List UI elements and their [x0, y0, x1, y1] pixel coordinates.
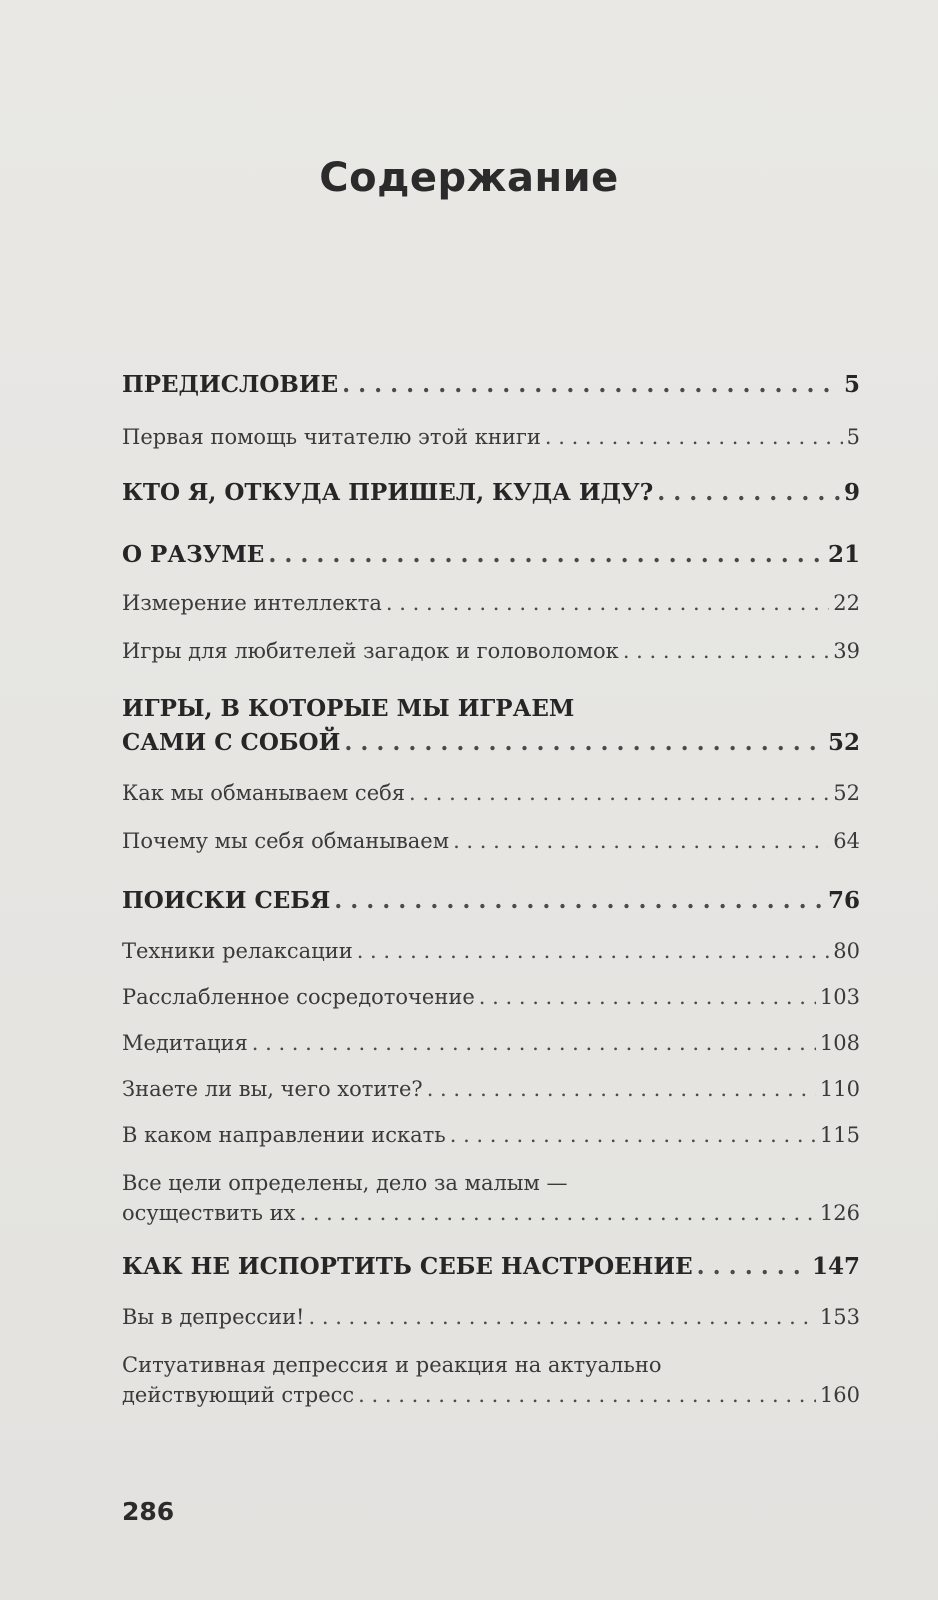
toc-entry-title: Измерение интеллекта: [122, 591, 382, 615]
dot-leader: [409, 778, 829, 808]
table-of-contents: [122, 352, 860, 1410]
toc-section: [122, 1350, 860, 1410]
toc-section: [122, 422, 860, 452]
toc-section: [122, 936, 860, 966]
toc-page-number: 103: [819, 985, 860, 1009]
toc-page-number: 126: [819, 1201, 860, 1225]
toc-section: [122, 636, 860, 666]
toc-page-number: 115: [819, 1123, 860, 1147]
toc-section: [122, 1168, 860, 1228]
toc-entry-title: Медитация: [122, 1031, 248, 1055]
toc-page-number: 64: [833, 829, 860, 853]
toc-page-number: 52: [827, 729, 860, 756]
page-number: 286: [122, 1497, 175, 1526]
toc-section: [122, 588, 860, 618]
toc-page-number: 80: [833, 939, 860, 963]
toc-section: [122, 1302, 860, 1332]
dot-leader: [344, 726, 824, 760]
toc-entry-first-line: Все цели определены, дело за малым —: [122, 1171, 568, 1195]
toc-page-number: 5: [846, 425, 860, 449]
dot-leader: [299, 1198, 815, 1228]
toc-page-number: 39: [833, 639, 860, 663]
dot-leader: [252, 1028, 816, 1058]
dot-leader: [386, 588, 829, 618]
toc-entry-title: Знаете ли вы, чего хотите?: [122, 1077, 423, 1101]
toc-chapter: [122, 884, 860, 918]
dot-leader: [545, 422, 843, 452]
toc-chapter: [122, 1250, 860, 1284]
page-title: Содержание: [319, 155, 619, 201]
toc-entry-title: О РАЗУМЕ: [122, 541, 265, 568]
toc-chapter: [122, 476, 860, 510]
dot-leader: [623, 636, 829, 666]
toc-entry-title: действующий стресс: [122, 1383, 355, 1407]
dot-leader: [453, 826, 829, 856]
dot-leader: [309, 1302, 816, 1332]
toc-page-number: 21: [827, 541, 860, 568]
toc-section: [122, 778, 860, 808]
dot-leader: [450, 1120, 816, 1150]
toc-page-number: 22: [833, 591, 860, 615]
toc-entry-title: осуществить их: [122, 1201, 296, 1225]
toc-chapter: [122, 538, 860, 572]
dot-leader: [479, 982, 816, 1012]
toc-page-number: 108: [819, 1031, 860, 1055]
toc-entry-title: Как мы обманываем себя: [122, 781, 406, 805]
dot-leader: [342, 368, 840, 402]
toc-section: [122, 1120, 860, 1150]
toc-chapter: [122, 368, 860, 402]
dot-leader: [427, 1074, 816, 1104]
toc-page-number: 110: [819, 1077, 860, 1101]
dot-leader: [358, 1380, 816, 1410]
toc-section: [122, 1074, 860, 1104]
toc-entry-title: Почему мы себя обманываем: [122, 829, 450, 853]
toc-section: [122, 982, 860, 1012]
toc-entry-title: Игры для любителей загадок и головоломок: [122, 639, 619, 663]
toc-page-number: 147: [811, 1253, 860, 1280]
toc-page-number: 9: [843, 479, 860, 506]
toc-page-number: 160: [819, 1383, 860, 1407]
toc-entry-title: Техники релаксации: [122, 939, 353, 963]
toc-page-number: 153: [819, 1305, 860, 1329]
dot-leader: [697, 1250, 808, 1284]
toc-section: [122, 1028, 860, 1058]
toc-section: [122, 826, 860, 856]
toc-entry-first-line: Ситуативная депрессия и реакция на актуально: [122, 1353, 662, 1377]
toc-entry-title: Первая помощь читателю этой книги: [122, 425, 541, 449]
toc-chapter: [122, 692, 860, 760]
toc-entry-title: КТО Я, ОТКУДА ПРИШЕЛ, КУДА ИДУ?: [122, 479, 654, 506]
toc-entry-title: В каком направлении искать: [122, 1123, 446, 1147]
dot-leader: [657, 476, 840, 510]
dot-leader: [268, 538, 824, 572]
toc-entry-title: САМИ С СОБОЙ: [122, 729, 341, 756]
toc-page-number: 52: [833, 781, 860, 805]
dot-leader: [334, 884, 824, 918]
dot-leader: [357, 936, 830, 966]
toc-entry-title: ПОИСКИ СЕБЯ: [122, 887, 331, 914]
toc-entry-title: Вы в депрессии!: [122, 1305, 305, 1329]
toc-entry-title: ПРЕДИСЛОВИЕ: [122, 371, 339, 398]
toc-entry-title: Расслабленное сосредоточение: [122, 985, 475, 1009]
toc-entry-title: КАК НЕ ИСПОРТИТЬ СЕБЕ НАСТРОЕНИЕ: [122, 1253, 693, 1280]
toc-entry-first-line: ИГРЫ, В КОТОРЫЕ МЫ ИГРАЕМ: [122, 695, 575, 722]
toc-page-number: 5: [843, 371, 860, 398]
toc-page-number: 76: [827, 887, 860, 914]
